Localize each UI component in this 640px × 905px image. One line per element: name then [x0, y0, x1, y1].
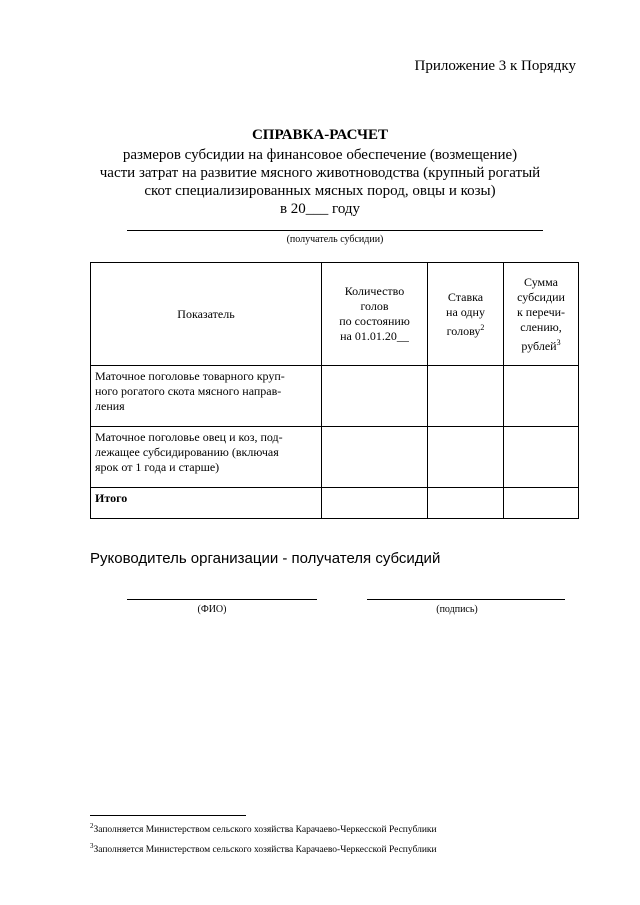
row-indicator-sheep-goats: Маточное поголовье овец и коз, под- лежащее субсидированию (включая ярок от 1 года и старше) — [91, 427, 322, 488]
header-indicator: Показатель — [91, 263, 322, 366]
header-subsidy-sum: Сумма субсидии к перечи- слению, рублей$^3$ — [504, 263, 579, 366]
fio-blank-line[interactable] — [127, 599, 317, 600]
header-rate-per-head: Ставка на одну голову$^2$ — [428, 263, 504, 366]
subtitle-year-line: в 20___ году — [279, 201, 361, 217]
document-title: СПРАВКА-РАСЧЕТ — [251, 127, 389, 143]
cell-rate-total[interactable] — [428, 488, 504, 519]
table-total-row — [91, 488, 579, 519]
row-indicator-cattle: Маточное поголовье товарного круп- ного рогатого скота мясного направ- ления — [91, 366, 322, 427]
subtitle-line: размеров субсидии на финансовое обеспечение (возмещение) — [122, 147, 518, 163]
cell-head-count[interactable] — [322, 427, 428, 488]
table-row — [91, 427, 579, 488]
footnote: $^3$Заполняется Министерством сельского хозяйства Карачаево-Черкесской Республики — [90, 842, 437, 856]
cell-sum[interactable] — [504, 427, 579, 488]
cell-head-count-total[interactable] — [322, 488, 428, 519]
table-header-row — [91, 263, 579, 366]
appendix-reference: Приложение 3 к Порядку — [414, 58, 576, 74]
footnote: $^2$Заполняется Министерством сельского хозяйства Карачаево-Черкесской Республики — [90, 822, 437, 836]
cell-head-count[interactable] — [322, 366, 428, 427]
organization-head-label: Руководитель организации - получателя субсидий — [90, 550, 441, 567]
footnote-mark: 3 — [556, 337, 561, 347]
fio-caption: (ФИО) — [197, 604, 227, 615]
footnote-mark: 3 — [90, 842, 94, 850]
signature-caption: (подпись) — [436, 604, 478, 615]
footnote-mark: 2 — [480, 322, 485, 332]
table-row — [91, 366, 579, 427]
header-head-count: Количество голов по состоянию на 01.01.20__ — [322, 263, 428, 366]
calculation-table — [90, 262, 579, 519]
footnote-mark: 2 — [90, 822, 94, 830]
recipient-blank-line[interactable] — [127, 230, 543, 231]
subtitle-line: части затрат на развитие мясного животноводства (крупный рогатый — [99, 165, 541, 181]
total-label: Итого — [91, 488, 322, 519]
subtitle-line: скот специализированных мясных пород, овцы и козы) — [144, 183, 496, 199]
cell-rate[interactable] — [428, 427, 504, 488]
signature-blank-line[interactable] — [367, 599, 565, 600]
cell-rate[interactable] — [428, 366, 504, 427]
footnote-separator — [90, 815, 246, 816]
cell-sum[interactable] — [504, 366, 579, 427]
recipient-caption: (получатель субсидии) — [286, 234, 384, 245]
cell-sum-total[interactable] — [504, 488, 579, 519]
